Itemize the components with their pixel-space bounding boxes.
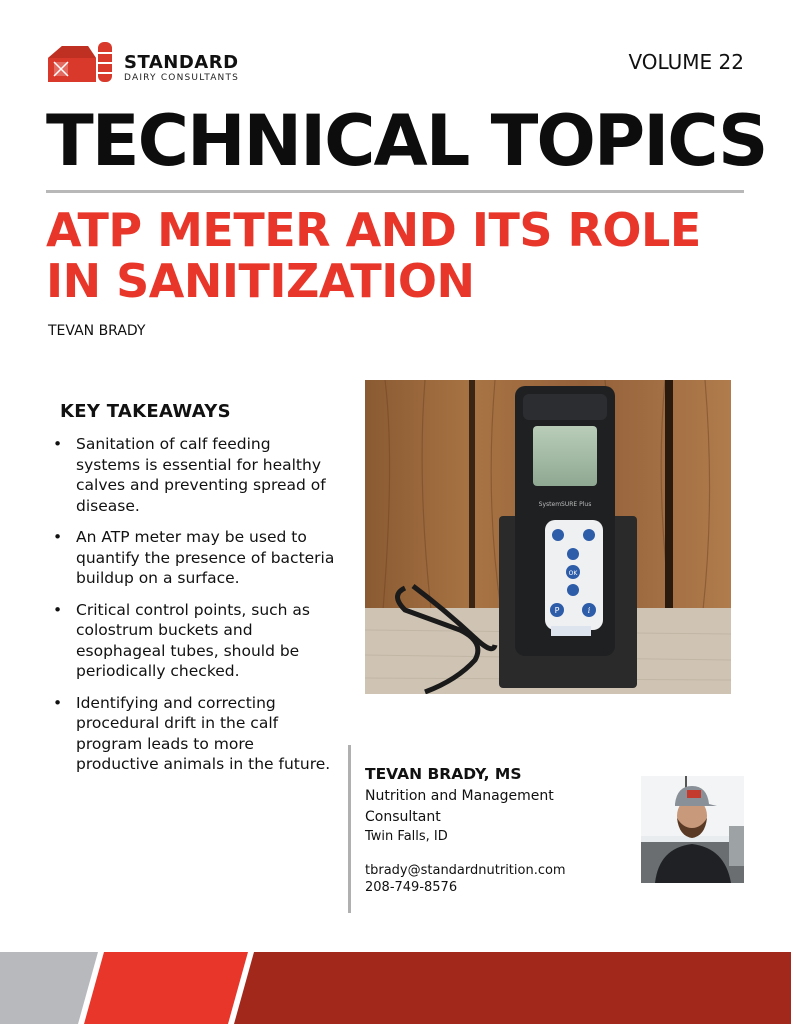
footer-decoration: [0, 952, 791, 1024]
device-ok-key: OK: [568, 570, 578, 577]
device-p-key: P: [554, 606, 560, 615]
list-item: • Identifying and correcting procedural drift in the calf program leads to more productive animals in the future.: [48, 693, 338, 775]
key-takeaways-heading: KEY TAKEAWAYS: [60, 401, 231, 422]
list-item: • An ATP meter may be used to quantify the presence of bacteria buildup on a surface.: [48, 527, 338, 589]
author-role: Nutrition and Management Consultant: [365, 788, 554, 825]
device-label: SystemSURE Plus: [538, 501, 592, 508]
article-title: ATP METER AND ITS ROLE IN SANITIZATION: [46, 203, 701, 308]
barn-logo-icon: [48, 40, 120, 82]
list-item: • Critical control points, such as colostrum buckets and esophageal tubes, should be periodically checked.: [48, 600, 338, 682]
volume-label: VOLUME 22: [628, 50, 744, 74]
title-divider: [46, 190, 744, 193]
author-avatar: [641, 776, 744, 883]
author-location: Twin Falls, ID: [365, 829, 448, 844]
series-title: TECHNICAL TOPICS: [46, 100, 767, 182]
device-i-key: i: [587, 606, 591, 615]
list-item: • Sanitation of calf feeding systems is essential for healthy calves and preventing spread of disease.: [48, 434, 338, 516]
author-name: TEVAN BRADY, MS: [365, 765, 522, 783]
key-takeaways-list: [48, 434, 338, 786]
brand-subtitle: DAIRY CONSULTANTS: [124, 73, 240, 83]
brand-name: STANDARD: [124, 52, 239, 73]
author-email[interactable]: tbrady@standardnutrition.com: [365, 863, 566, 878]
byline: TEVAN BRADY: [48, 323, 146, 339]
atp-meter-photo: [365, 380, 731, 694]
author-divider: [348, 745, 351, 913]
author-phone: 208-749-8576: [365, 880, 458, 895]
